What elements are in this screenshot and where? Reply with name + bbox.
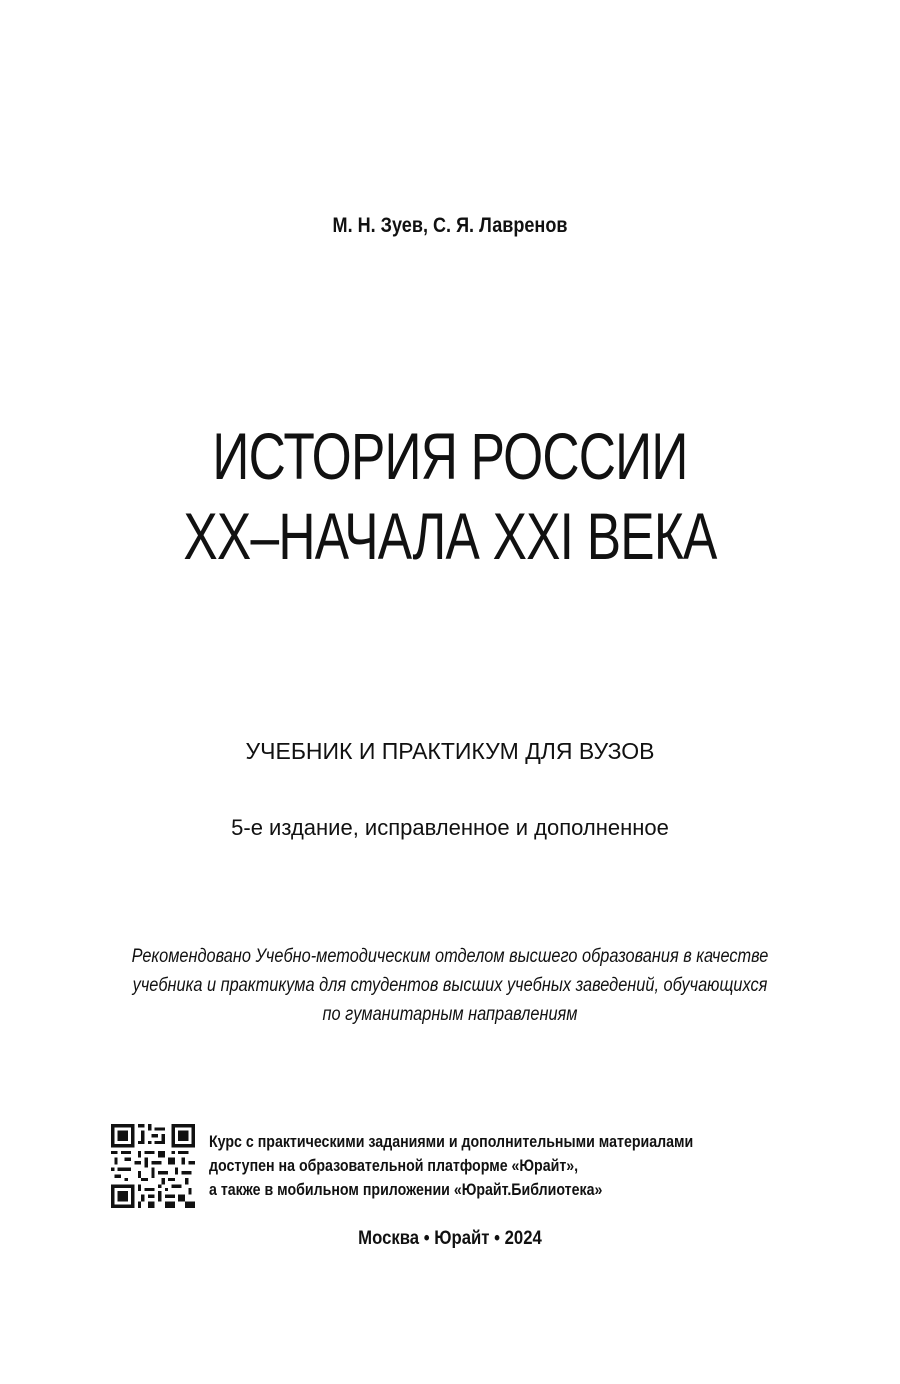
edition-note: 5-е издание, исправленное и дополненное xyxy=(231,815,669,840)
recommendation-line-3: по гуманитарным направлениям xyxy=(322,1004,578,1025)
book-subtitle: УЧЕБНИК И ПРАКТИКУМ ДЛЯ ВУЗОВ xyxy=(245,738,655,764)
publisher-imprint: Москва • Юрайт • 2024 xyxy=(358,1228,542,1249)
book-title xyxy=(99,416,801,576)
course-info-line-3: а также в мобильном приложении «Юрайт.Библиотека» xyxy=(209,1181,603,1199)
recommendation-text xyxy=(63,942,837,1029)
course-info-line-1: Курс с практическими заданиями и дополнительными материалами xyxy=(209,1133,694,1151)
recommendation-line-2: учебника и практикума для студентов высших учебных заведений, обучающихся xyxy=(132,975,768,996)
authors: М. Н. Зуев, С. Я. Лавренов xyxy=(332,214,568,237)
course-info xyxy=(209,1130,693,1202)
qr-code-icon[interactable] xyxy=(111,1124,195,1208)
book-title-line-2: XX–НАЧАЛА XXI ВЕКА xyxy=(183,499,717,573)
book-title-line-1: ИСТОРИЯ РОССИИ xyxy=(212,419,688,493)
course-info-line-2: доступен на образовательной платформе «Юрайт», xyxy=(209,1157,579,1175)
recommendation-line-1: Рекомендовано Учебно-методическим отделом высшего образования в качестве xyxy=(131,946,769,967)
